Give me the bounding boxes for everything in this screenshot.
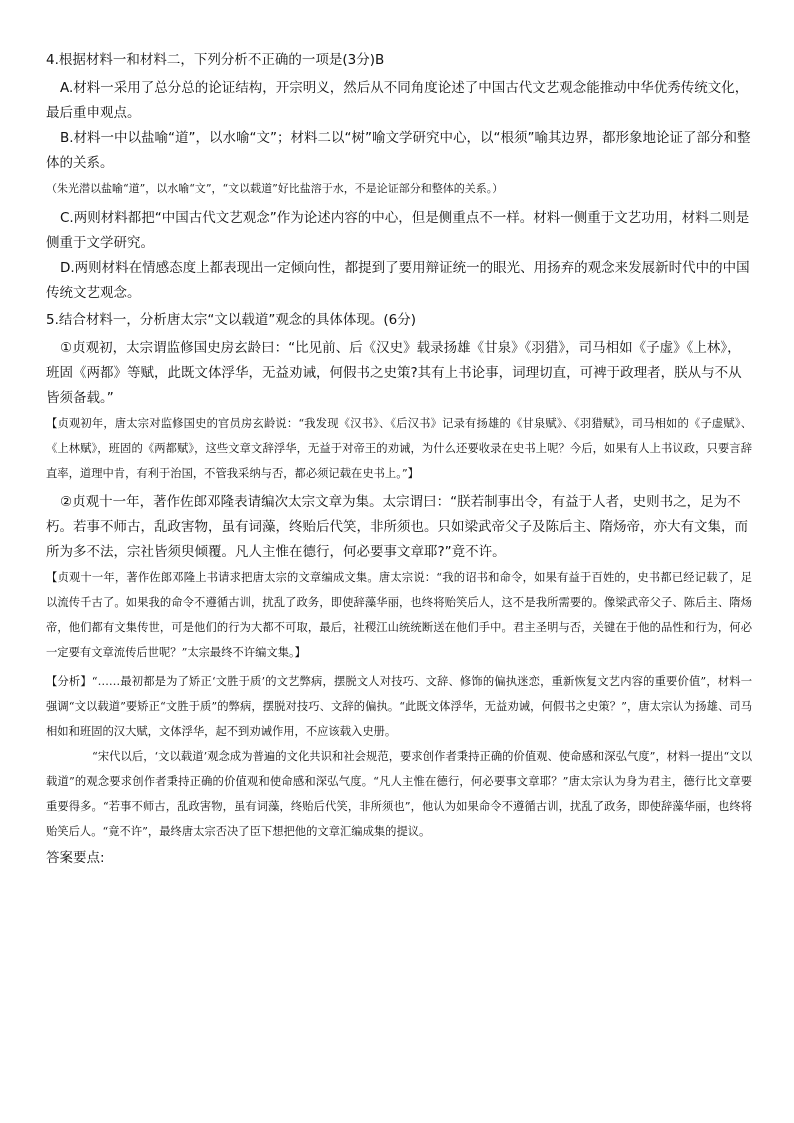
translation-2: 【贞观十一年，著作佐郎邓隆上书请求把唐太宗的文章编成文集。唐太宗说：“我的诏书和命令，如果有益于百姓的，史书都已经记载了，足以流传千古了。如果我的命令不遵循古训，扰乱了政务，即使辞藻华丽，也终将贻笑后人，这不是我所需要的。像梁武帝父子、陈后主、隋炀帝，他们都有文集传世，可是他们的行为大都不可取，最后，社稷江山统统断送在他们手中。君主圣明与否，关键在于他的品性和行为，何必一定要有文章流传后世呢？”太宗最终不许编文集。】 xyxy=(46,571,752,659)
question-5-stem: 5.结合材料一，分析唐太宗“文以载道”观念的具体体现。(6分) xyxy=(46,312,416,328)
source-passage-2: ②贞观十一年，著作佐郎邓隆表请编次太宗文章为集。太宗谓曰：“朕若制事出令，有益于人者，史则书之，足为不朽。若事不师古，乱政害物，虽有词藻，终贻后代笑，非所须也。只如梁武帝父子及陈后主、隋炀帝，亦大有文集，而所为多不法，宗社皆须臾倾覆。凡人主惟在德行，何必要事文章耶?”竟不许。 xyxy=(46,494,748,560)
analysis-paragraph-2: “宋代以后，‘文以载道’观念成为普遍的文化共识和社会规范，要求创作者秉持正确的价值观、使命感和深弘气度”，材料一提出“文以载道”的观念要求创作者秉持正确的价值观和使命感和深弘气度。“凡人主惟在德行，何必要事文章耶？”唐太宗认为身为君主，德行比文章要重要得多。“若事不师古，乱政害物，虽有词藻，终贻后代笑，非所须也”，他认为如果命令不遵循古训，扰乱了政务，即使辞藻华丽，也终将贻笑后人。“竟不许”，最终唐太宗否决了臣下想把他的文章汇编成集的提议。 xyxy=(46,750,752,838)
question-4-option-b: B.材料一中以盐喻“道”，以水喻“文”；材料二以“树”喻文学研究中心，以“根须”喻其边界，都形象地论证了部分和整体的关系。 xyxy=(46,130,751,171)
analysis-paragraph-1: 【分析】“……最初都是为了矫正‘文胜于质’的文艺弊病，摆脱文人对技巧、文辞、修饰的偏执迷恋，重新恢复文艺内容的重要价值”，材料一强调“文以载道”要矫正“文胜于质”的弊病，摆脱对技巧、文辞的偏执。“此既文体浮华，无益劝诫，何假书之史策？”，唐太宗认为扬雄、司马相如和班固的汉大赋，文体浮华，起不到劝诫作用，不应该载入史册。 xyxy=(46,675,752,738)
question-4-option-d: D.两则材料在情感态度上都表现出一定倾向性，都提到了要用辩证统一的眼光、用扬弃的观念来发展新时代中的中国传统文艺观念。 xyxy=(46,260,750,301)
document-page xyxy=(46,50,752,870)
translation-1: 【贞观初年，唐太宗对监修国史的官员房玄龄说：“我发现《汉书》、《后汉书》记录有扬雄的《甘泉赋》、《羽猎赋》，司马相如的《子虚赋》、《上林赋》，班固的《两都赋》，这些文章文辞浮华，无益于对帝王的劝诫，为什么还要收录在史书上呢？今后，如果有人上书议政，只要言辞直率，道理中肯，有利于治国，不管我采纳与否，都必须记载在史书上。”】 xyxy=(46,417,752,480)
question-4-option-a: A.材料一采用了总分总的论证结构，开宗明义，然后从不同角度论述了中国古代文艺观念能推动中华优秀传统文化，最后重申观点。 xyxy=(46,80,749,121)
question-4-stem: 4.根据材料一和材料二，下列分析不正确的一项是(3分)B xyxy=(46,52,385,68)
source-passage-1: ①贞观初，太宗谓监修国史房玄龄曰：“比见前、后《汉史》载录扬雄《甘泉》《羽猎》，司马相如《子虚》《上林》，班固《两都》等赋，此既文体浮华，无益劝诫，何假书之史策?其有上书论事，词理切直，可裨于政理者，朕从与不从皆须备载。” xyxy=(46,340,742,406)
question-4-option-b-note: （朱光潜以盐喻“道”，以水喻“文”，“文以载道”好比盐溶于水，不是论证部分和整体的关系。） xyxy=(46,182,504,195)
question-4-option-c: C.两则材料都把“中国古代文艺观念”作为论述内容的中心，但是侧重点不一样。材料一侧重于文艺功用，材料二则是侧重于文学研究。 xyxy=(46,210,750,251)
answer-key-label: 答案要点: xyxy=(46,850,105,866)
